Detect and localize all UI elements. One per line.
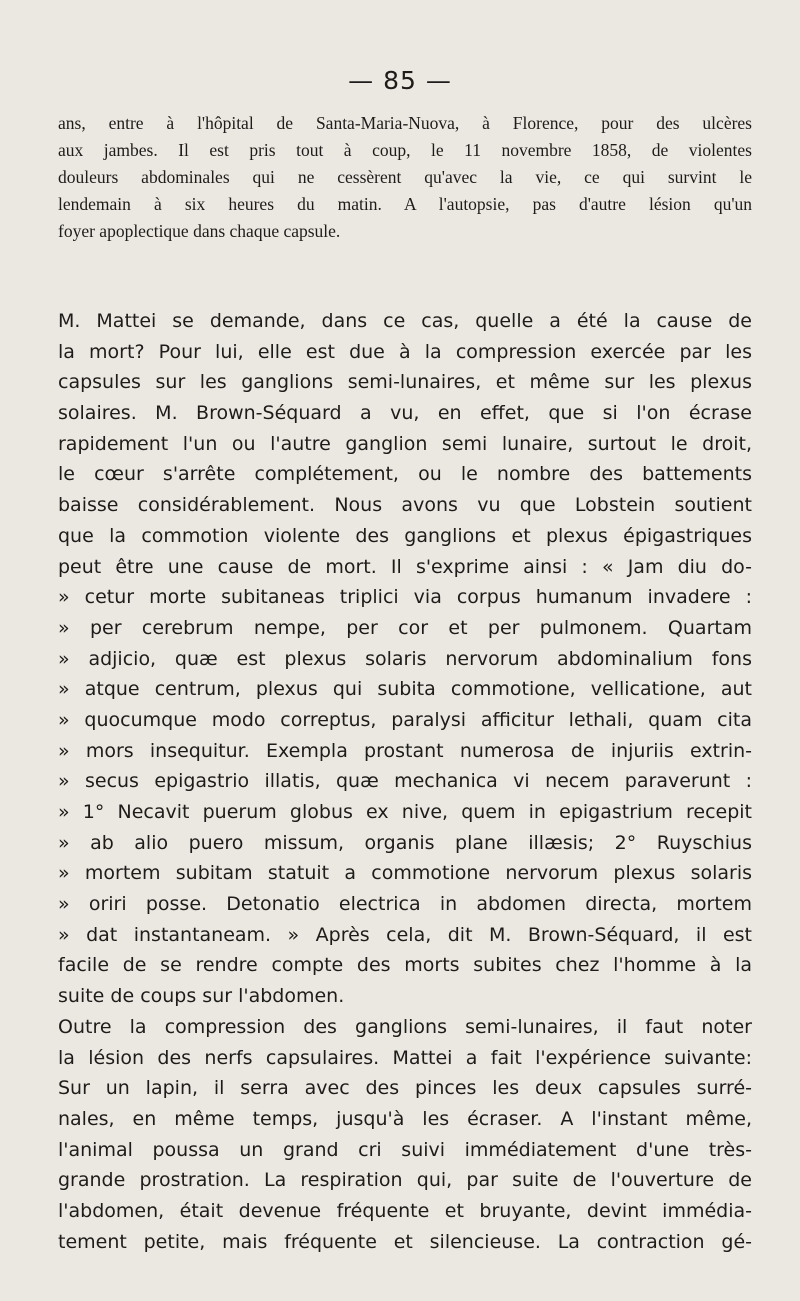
quote-line: » ab alio puero missum, organis plane illæsis; 2° Ruyschius — [58, 831, 752, 854]
text-line: solaires. M. Brown-Séquard a vu, en effet, que si l'on écrase — [58, 402, 752, 425]
text-line: la mort? Pour lui, elle est due à la compression exercée par les — [58, 340, 752, 363]
text-line: rapidement l'un ou l'autre ganglion semi lunaire, surtout le droit, — [58, 432, 752, 455]
text-line: douleurs abdominales qui ne cessèrent qu'avec la vie, ce qui survint le — [58, 167, 752, 187]
text-line: lendemain à six heures du matin. A l'autopsie, pas d'autre lésion qu'un — [58, 194, 752, 214]
text-line: peut être une cause de mort. Il s'exprime ainsi : « Jam diu do- — [58, 555, 752, 578]
text-line: ans, entre à l'hôpital de Santa-Maria-Nuova, à Florence, pour des ulcères — [58, 113, 752, 133]
text-line: Outre la compression des ganglions semi-lunaires, il faut noter — [58, 1015, 752, 1038]
text-line: foyer apoplectique dans chaque capsule. — [58, 221, 341, 241]
text-line: tement petite, mais fréquente et silencieuse. La contraction gé- — [58, 1230, 752, 1253]
text-line: le cœur s'arrête complétement, ou le nombre des battements — [58, 463, 752, 486]
text-line: aux jambes. Il est pris tout à coup, le 11 novembre 1858, de violentes — [58, 140, 752, 160]
text-line: facile de se rendre compte des morts subites chez l'homme à la — [58, 954, 752, 977]
page-number: — 85 — — [348, 66, 452, 95]
quote-line: » 1° Necavit puerum globus ex nive, quem in epigastrium recepit — [58, 801, 752, 823]
quote-line: » per cerebrum nempe, per cor et per pulmonem. Quartam — [58, 616, 752, 639]
text-line: grande prostration. La respiration qui, par suite de l'ouverture de — [58, 1169, 752, 1192]
quote-line: » quocumque modo correptus, paralysi afficitur lethali, quam cita — [58, 708, 752, 731]
text-line: M. Mattei se demande, dans ce cas, quelle a été la cause de — [58, 310, 752, 332]
text-line: baisse considérablement. Nous avons vu que Lobstein soutient — [58, 494, 752, 517]
quote-line: » mors insequitur. Exempla prostant numerosa de injuriis extrin- — [58, 739, 752, 762]
quote-line: » oriri posse. Detonatio electrica in abdomen directa, mortem — [58, 893, 752, 916]
text-line: capsules sur les ganglions semi-lunaires, et même sur les plexus — [58, 371, 752, 394]
text-line: suite de coups sur l'abdomen. — [58, 985, 345, 1008]
quote-line: » secus epigastrio illatis, quæ mechanica vi necem paraverunt : — [58, 770, 752, 793]
quote-line: » dat instantaneam. » Après cela, dit M. Brown-Séquard, il est — [58, 923, 752, 946]
paragraph-discussion — [58, 306, 752, 1257]
text-line: Sur un lapin, il serra avec des pinces les deux capsules surré- — [58, 1077, 752, 1100]
text-line: l'animal poussa un grand cri suivi immédiatement d'une très- — [58, 1138, 752, 1161]
text-line: que la commotion violente des ganglions et plexus épigastriques — [58, 524, 752, 547]
quote-line: » adjicio, quæ est plexus solaris nervorum abdominalium fons — [58, 647, 752, 670]
quote-line: » cetur morte subitaneas triplici via corpus humanum invadere : — [58, 586, 752, 609]
text-line: la lésion des nerfs capsulaires. Mattei a fait l'expérience suivante: — [58, 1046, 752, 1069]
paragraph-case-report — [58, 110, 752, 245]
quote-line: » atque centrum, plexus qui subita commotione, vellicatione, aut — [58, 678, 752, 701]
text-line: nales, en même temps, jusqu'à les écraser. A l'instant même, — [58, 1107, 752, 1130]
quote-line: » mortem subitam statuit a commotione nervorum plexus solaris — [58, 862, 752, 885]
text-line: l'abdomen, était devenue fréquente et bruyante, devint immédia- — [58, 1199, 752, 1222]
